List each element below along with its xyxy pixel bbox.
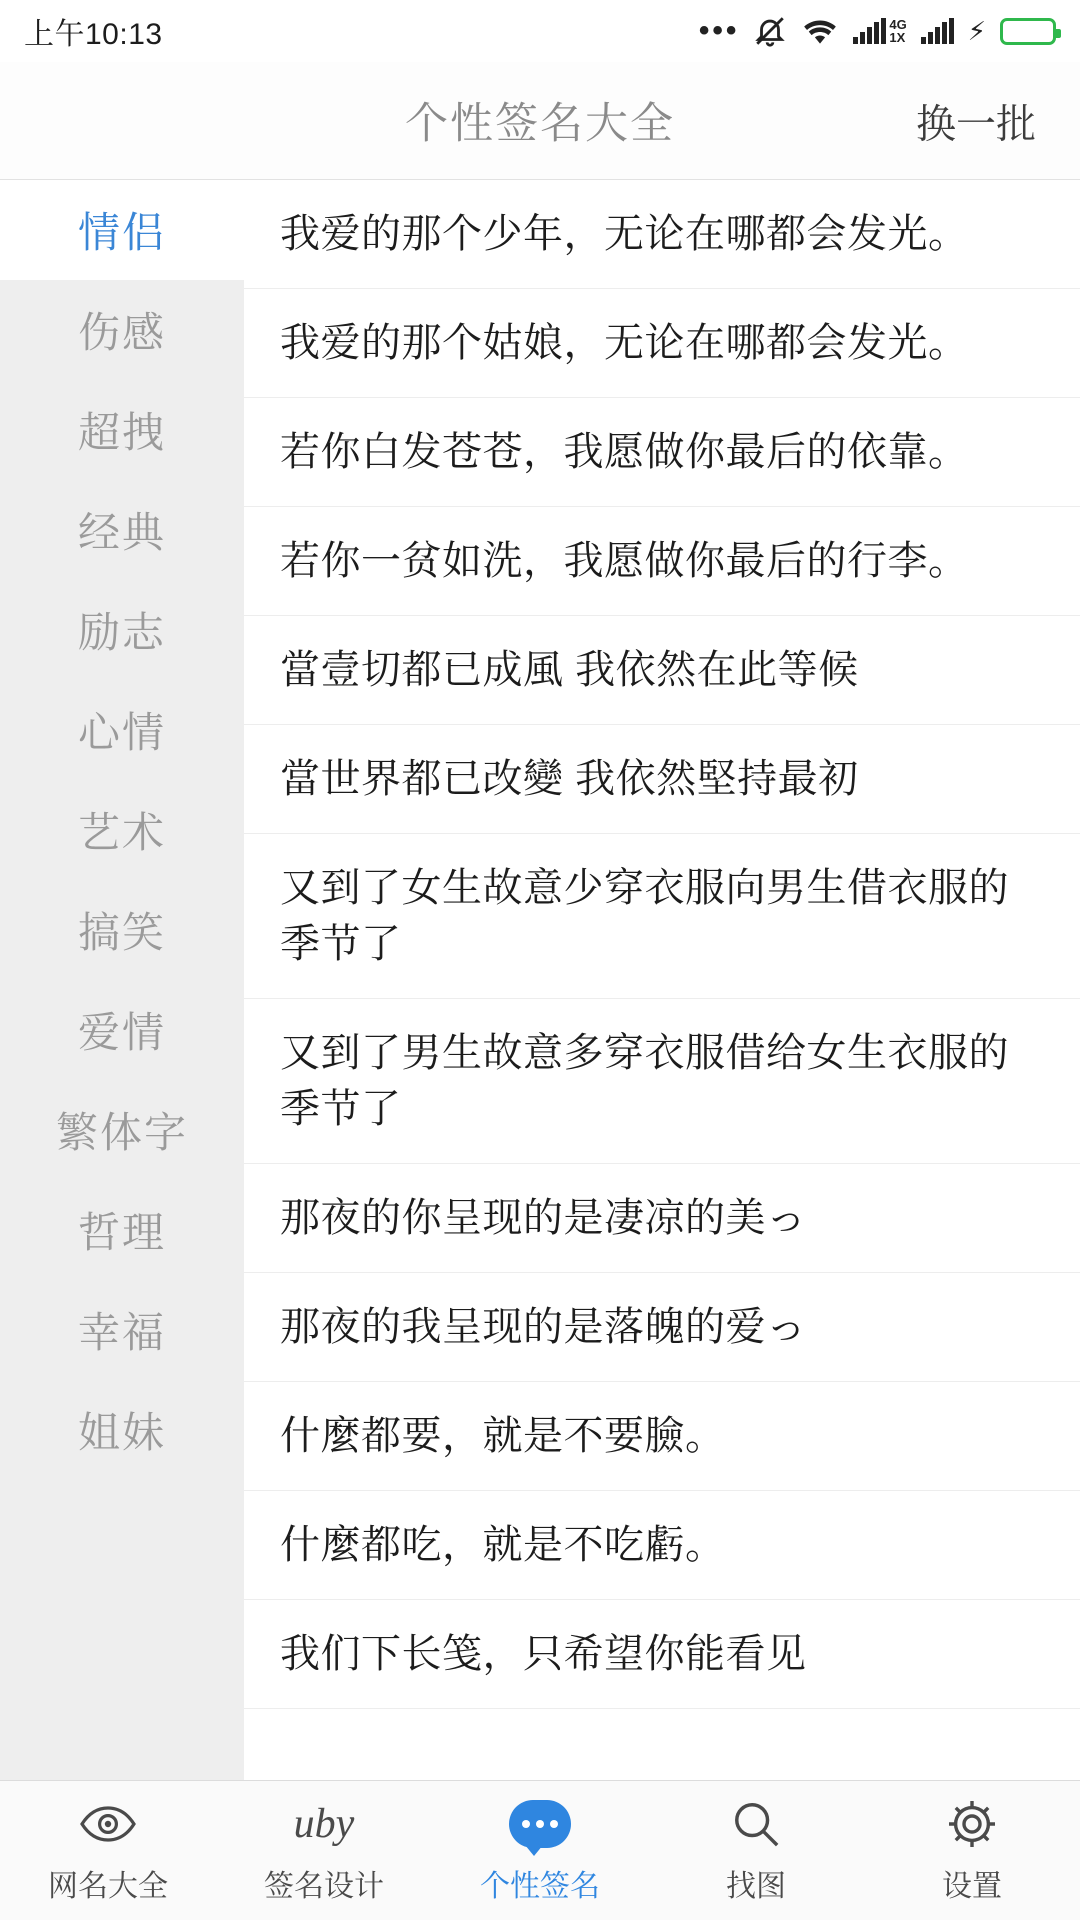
charging-bolt-icon: ⚡ [967,15,986,46]
tab-2[interactable] [432,1781,648,1920]
mute-bell-icon [753,14,787,48]
tab-label: 找图 [726,1870,786,1903]
sidebar-item-label: 哲理 [77,1209,166,1256]
sidebar-item-label: 心情 [77,709,166,756]
sidebar-item-4[interactable] [0,580,244,680]
list-item[interactable]: 什麼都吃，就是不吃虧。 [244,1491,1080,1600]
refresh-batch-button[interactable]: 换一批 [916,102,1036,146]
sidebar-item-5[interactable] [0,680,244,780]
sidebar-item-label: 姐妹 [77,1409,166,1456]
tab-4[interactable] [864,1781,1080,1920]
sidebar-item-label: 情侣 [77,209,166,256]
tab-label: 网名大全 [48,1870,168,1903]
list-item[interactable]: 若你白发苍苍，我愿做你最后的依靠。 [244,398,1080,507]
page-title: 个性签名大全 [405,100,675,148]
list-item[interactable]: 又到了男生故意多穿衣服借给女生衣服的季节了 [244,999,1080,1164]
sidebar-item-7[interactable] [0,880,244,980]
sidebar-item-label: 幸福 [77,1309,166,1356]
tab-label: 签名设计 [264,1870,384,1903]
title-bar [0,62,1080,180]
eye-icon [80,1796,136,1852]
signal-4g-icon [853,18,906,44]
sidebar-item-8[interactable] [0,980,244,1080]
sidebar-item-label: 超拽 [77,409,166,456]
list-item[interactable]: 我爱的那个姑娘，无论在哪都会发光。 [244,289,1080,398]
chat-bubble-icon [509,1796,571,1852]
sidebar-item-1[interactable] [0,280,244,380]
sidebar-item-10[interactable] [0,1180,244,1280]
gear-icon [946,1796,998,1852]
sidebar-item-label: 励志 [77,609,166,656]
sidebar-item-0[interactable] [0,180,244,280]
content-area [0,180,1080,1780]
tab-0[interactable] [0,1781,216,1920]
tab-label: 个性签名 [480,1870,600,1903]
sidebar-item-6[interactable] [0,780,244,880]
list-item[interactable]: 什麼都要，就是不要臉。 [244,1382,1080,1491]
status-time: 上午10:13 [24,18,163,51]
sidebar-item-2[interactable] [0,380,244,480]
network-type-label: 4G [889,17,907,32]
signature-list[interactable] [244,180,1080,1780]
list-item[interactable]: 若你一贫如洗，我愿做你最后的行李。 [244,507,1080,616]
bottom-tab-bar[interactable] [0,1780,1080,1920]
tab-1[interactable] [216,1781,432,1920]
list-item[interactable]: 當世界都已改變 我依然堅持最初 [244,725,1080,834]
tab-3[interactable] [648,1781,864,1920]
search-icon [731,1796,781,1852]
list-item[interactable]: 又到了女生故意少穿衣服向男生借衣服的季节了 [244,834,1080,999]
signature-script-icon: uby [293,1801,355,1847]
category-sidebar[interactable] [0,180,244,1780]
list-item[interactable]: 那夜的你呈现的是凄凉的美っ [244,1164,1080,1273]
sidebar-item-label: 伤感 [77,309,166,356]
sidebar-item-label: 艺术 [77,809,166,856]
wifi-icon [801,16,839,46]
sidebar-item-label: 爱情 [77,1009,166,1056]
sidebar-item-11[interactable] [0,1280,244,1380]
more-dots-icon: ••• [698,14,740,47]
status-icons [699,14,1056,48]
list-item[interactable]: 我们下长笺，只希望你能看见 [244,1600,1080,1709]
list-item[interactable]: 我爱的那个少年，无论在哪都会发光。 [244,180,1080,289]
list-item[interactable]: 那夜的我呈现的是落魄的爱っ [244,1273,1080,1382]
sidebar-item-label: 搞笑 [77,909,166,956]
sidebar-item-9[interactable] [0,1080,244,1180]
list-item[interactable]: 當壹切都已成風 我依然在此等候 [244,616,1080,725]
signal-icon [921,18,954,44]
sidebar-item-3[interactable] [0,480,244,580]
network-sub-label: 1X [889,30,906,45]
sidebar-item-12[interactable] [0,1380,244,1480]
sidebar-item-label: 繁体字 [55,1109,188,1156]
status-bar [0,0,1080,62]
battery-icon [1000,18,1056,45]
tab-label: 设置 [942,1870,1002,1903]
sidebar-item-label: 经典 [77,509,166,556]
